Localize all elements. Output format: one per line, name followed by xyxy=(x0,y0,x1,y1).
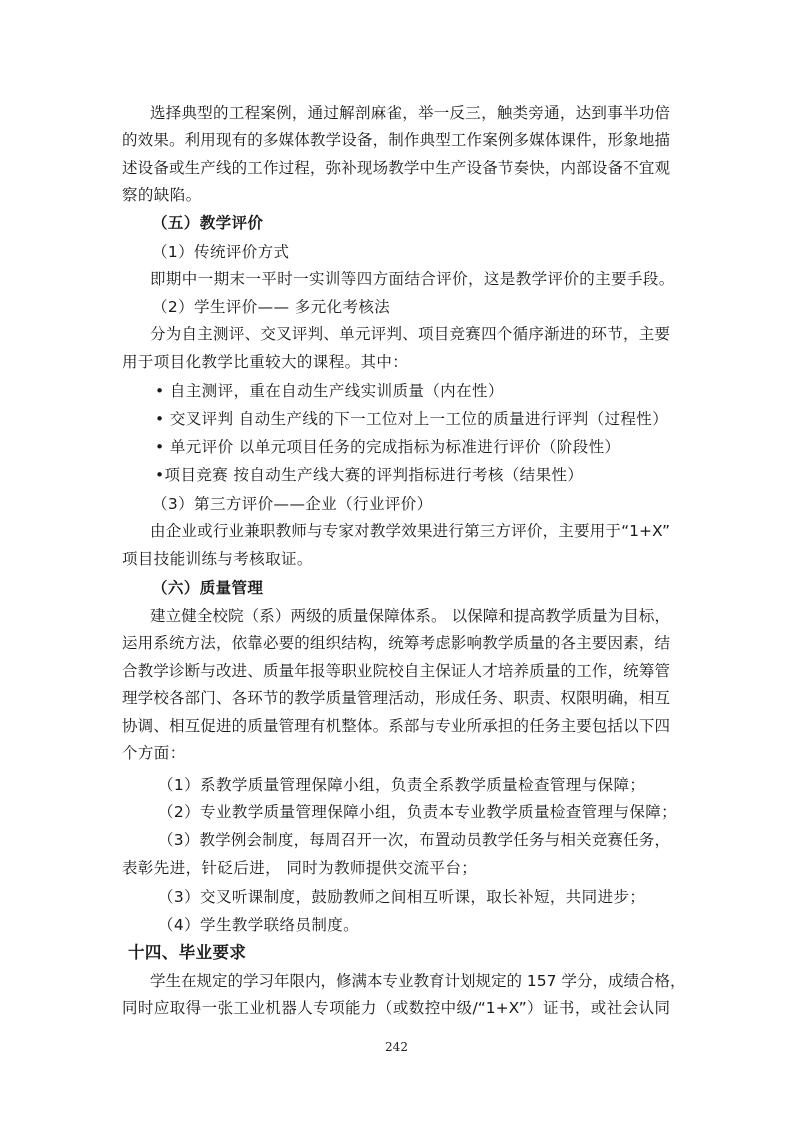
subheading: （3）第三方评价——企业（行业评价） xyxy=(152,495,433,513)
paragraph-line: 的效果。利用现有的多媒体教学设备，制作典型工作案例多媒体课件，形象地描 xyxy=(122,131,670,149)
paragraph-line: 合教学诊断与改进、质量年报等职业院校自主保证人才培养质量的工作，统筹管 xyxy=(122,662,670,680)
bullet-item: • 自主测评，重在自动生产线实训质量（内在性） xyxy=(155,382,504,400)
section-heading: （六）质量管理 xyxy=(152,579,264,597)
paragraph-line: 选择典型的工程案例，通过解剖麻雀，举一反三，触类旁通，达到事半功倍 xyxy=(150,104,670,122)
paragraph-line: 理学校各部门、各环节的教学质量管理活动，形成任务、职责、权限明确，相互 xyxy=(122,689,670,707)
bullet-item: • 单元评价 以单元项目任务的完成指标为标准进行评价（阶段性） xyxy=(155,438,621,456)
subheading: （2）学生评价—— 多元化考核法 xyxy=(152,298,391,316)
paragraph-line: 用于项目化教学比重较大的课程。其中： xyxy=(122,353,409,371)
paragraph-line: 建立健全校院（系）两级的质量保障体系。 以保障和提高教学质量为目标， xyxy=(150,607,670,625)
paragraph-line: 分为自主测评、交叉评判、单元评判、项目竞赛四个循序渐进的环节，主要 xyxy=(150,325,670,343)
paragraph-line: 运用系统方法，依靠必要的组织结构，统筹考虑影响教学质量的各主要因素，结 xyxy=(122,634,670,652)
list-item: （3）交叉听课制度，鼓励教师之间相互听课，取长补短，共同进步； xyxy=(158,888,646,906)
paragraph-line: 学生在规定的学习年限内，修满本专业教育计划规定的 157 学分，成绩合格， xyxy=(150,972,686,990)
paragraph-line: 即期中一期末一平时一实训等四方面结合评价，这是教学评价的主要手段。 xyxy=(150,270,675,288)
paragraph-line: 同时应取得一张工业机器人专项能力（或数控中级/“1+X”）证书，或社会认同 xyxy=(122,999,670,1017)
paragraph-line: 述设备或生产线的工作过程，弥补现场教学中生产设备节奏快，内部设备不宜观 xyxy=(122,159,670,177)
paragraph-line: 个方面： xyxy=(122,744,186,762)
paragraph-line: 项目技能训练与考核取证。 xyxy=(122,550,313,568)
page-number: 242 xyxy=(385,1040,408,1054)
list-item: （2）专业教学质量管理保障小组，负责本专业教学质量检查管理与保障； xyxy=(158,803,678,821)
section-heading: （五）教学评价 xyxy=(152,214,264,232)
paragraph-line: 协调、相互促进的质量管理有机整体。系部与专业所承担的任务主要包括以下四 xyxy=(122,717,670,735)
paragraph-line: 由企业或行业兼职教师与专家对教学效果进行第三方评价，主要用于“1+X” xyxy=(150,522,670,540)
bullet-item: • 交叉评判 自动生产线的下一工位对上一工位的质量进行评判（过程性） xyxy=(155,410,669,428)
list-item: （3）教学例会制度，每周召开一次，布置动员教学任务与相关竞赛任务， xyxy=(158,831,670,849)
bullet-item: •项目竞赛 按自动生产线大赛的评判指标进行考核（结果性） xyxy=(155,466,584,484)
chapter-heading: 十四、毕业要求 xyxy=(128,943,247,962)
paragraph-line: 察的缺陷。 xyxy=(122,186,202,204)
list-item: （1）系教学质量管理保障小组，负责全系教学质量检查管理与保障； xyxy=(158,776,646,794)
list-item-continuation: 表彰先进，针砭后进， 同时为教师提供交流平台； xyxy=(122,859,478,877)
subheading: （1）传统评价方式 xyxy=(152,243,290,261)
list-item: （4）学生教学联络员制度。 xyxy=(158,916,360,934)
